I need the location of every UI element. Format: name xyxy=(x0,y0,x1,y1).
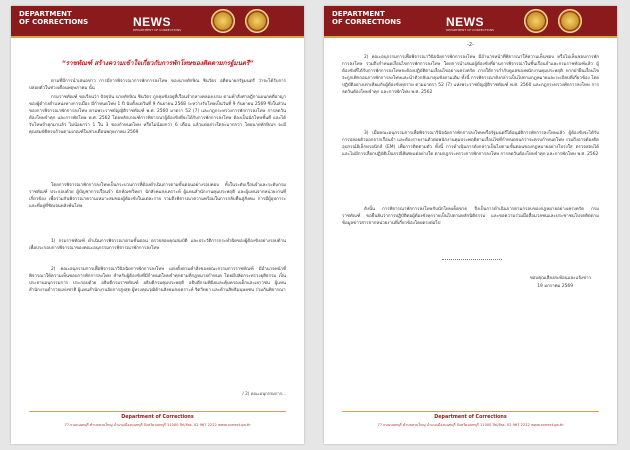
footer-address: 77 ถนนนนทบุรี ตำบลสวนใหญ่ อำเภอเมืองนนทบุรี จังหวัดนนทบุรี 11000 Tel/Fax. 02 967 2222 www.correct.go.th xyxy=(64,422,251,427)
royal-seal-icon xyxy=(524,9,548,33)
footer-rule xyxy=(29,411,286,412)
footer-address: 77 ถนนนนทบุรี ตำบลสวนใหญ่ อำเภอเมืองนนทบุรี จังหวัดนนทบุรี 11000 Tel/Fax. 02 967 2222 www.correct.go.th xyxy=(377,422,564,427)
paragraph: 3) เมื่อคณะอนุกรรมการเพื่อพิจารณาวินิจฉัยการพักการลงโทษหรือรัฐมนตรีได้อนุมัติการพักการลงโทษแล้ว ผู้ต้องขังจะได้รับการปล่อยตัวออกจากเรือนจำ และต้องรายงานตัวต่อพนักงานคุมประพฤติตามเงื่อนไขที่กำหนดจนกว่าจะครบกำหนดโทษ รวมถึงอาจต้องติดอุปกรณ์อิเล็กทรอนิกส์ (EM) เพื่อการติดตามตัว ทั้งนี้ การดำเนินการดังกล่าวเป็นไปตามขั้นตอนของกฎหมายอย่างโปร่งใส ตรวจสอบได้ และไม่มีการเลือกปฏิบัติเป็นกรณีพิเศษแต่อย่างใด ตามกฎกระทรวงการพักการลงโทษ การลดวันต้องโทษจำคุก และการพักโทษ พ.ศ. 2562 xyxy=(342,131,599,158)
page-number: -2- xyxy=(467,42,474,48)
paragraph: 2) คณะอนุกรรมการเพื่อพิจารณาวินิจฉัยการพักการลงโทษ แต่งตั้งตามคำสั่งของคณะกรรมการราชทัณฑ์ มีอำนาจหน้าที่พิจารณาให้ความเห็นชอบการพักการลงโทษ สำหรับผู้ต้องขังที่มีกำหนดโทษจำคุกตามที่กฎหมายกำหนด โดยมีปลัดกระทรวงยุติธรรม เป็นประธานอนุกรรมการ ประกอบด้วย อธิบดีกรมราชทัณฑ์ อธิบดีกรมคุมประพฤติ อธิบดีกรมพินิจและคุ้มครองเด็กและเยาวชน ผู้แทนสำนักงานตำรวจแห่งชาติ ผู้แทนสำนักงานอัยการสูงสุด ผู้ทรงคุณวุฒิด้านสังคมสงเคราะห์ จิตวิทยา และด้านสิทธิมนุษยชน ร่วมกันพิจารณา xyxy=(29,267,286,294)
dept-logo-text xyxy=(332,10,401,26)
paragraph: 1) กรมราชทัณฑ์ ดำเนินการพิจารณาตามขั้นตอน ตรวจสอบคุณสมบัติ และประวัติการกระทำผิดของผู้ต้องขังอย่างรอบด้าน เพื่อประกอบการพิจารณาของคณะอนุกรรมการพิจารณาพักการลงโทษ xyxy=(29,239,286,252)
footer-dept: Department of Corrections xyxy=(121,414,194,420)
dept-line-2: OF CORRECTIONS xyxy=(332,18,402,26)
continued-note: / 2) คณะอนุกรรมการ... xyxy=(242,391,286,396)
paragraph: ตามที่มีการนำเสนอข่าว การมีการพิจารณาการพักการลงโทษ ของนายทักษิณ ชินวัตร อดีตนายกรัฐมนตรี ว่าจะได้รับการปล่อยตัวในช่วงเดือนพฤษภาคม นั้น xyxy=(29,79,286,92)
news-label: NEWS xyxy=(446,15,484,29)
dept-line-2: OF CORRECTIONS xyxy=(19,18,89,26)
paragraph: กรมราชทัณฑ์ ขอเรียนว่า ปัจจุบัน นายทักษิณ ชินวัตร ถูกคุมขังอยู่ที่เรือนจำกลางคลองเปรม ตามคำสั่งศาลฎีกาแผนกคดีอาญาของผู้ดำรงตำแหน่งทางการเมือง มีกำหนดโทษ 1 ปี นับตั้งแต่วันที่ 9 กันยายน 2568 ระหว่างรับโทษเป็นวันที่ 9 กันยายน 2569 ซึ่งในส่วนของการพิจารณาพักการลงโทษ ตามพระราชบัญญัติราชทัณฑ์ พ.ศ. 2560 มาตรา 52 (7) และกฎกระทรวงการพักการลงโทษ การลดวันต้องโทษจำคุก และการพักโทษ พ.ศ. 2562 โดยหลักเกณฑ์การพิจารณาผู้ต้องขังที่จะได้รับการพักการลงโทษ ต้องเป็นนักโทษชั้นดี และได้รับโทษจำคุกมาแล้ว ไม่น้อยกว่า 1 ใน 3 ของกำหนดโทษ หรือไม่น้อยกว่า 6 เดือน แล้วแต่อย่างใดจะมากกว่า โดยนายทักษิณฯ จะมีคุณสมบัติครบถ้วนตามเกณฑ์ในช่วงเดือนพฤษภาคม 2569 xyxy=(29,95,286,136)
release-date: 19 มกราคม 2569 xyxy=(537,284,573,289)
dept-line-1: DEPARTMENT xyxy=(19,10,72,18)
news-sublabel: DEPARTMENT OF CORRECTIONS xyxy=(446,28,494,32)
paragraph: โดยการพิจารณาพักการลงโทษเป็นกระบวนการที่ต้องดำเนินการตามขั้นตอนอย่างรอบคอบ ทั้งในระดับเรือนจำและระดับกรมราชทัณฑ์ ประกอบด้วย ผู้บัญชาการเรือนจำ นักทัณฑวิทยา นักสังคมสงเคราะห์ ผู้แทนสำนักงานคุมประพฤติ และผู้แทนจากหน่วยงานที่เกี่ยวข้อง เพื่อร่วมกันพิจารณาความเหมาะสมของผู้ต้องขังในแต่ละราย รวมถึงพิจารณาความพร้อมในการกลับคืนสู่สังคม การมีผู้อุปการะ และที่อยู่ที่ชัดเจนหลังพ้นโทษ xyxy=(29,183,286,210)
document-page-1 xyxy=(11,6,304,444)
section-divider xyxy=(442,259,502,260)
header-divider xyxy=(11,36,304,38)
page-header xyxy=(324,6,617,36)
header-divider xyxy=(324,36,617,38)
page-footer xyxy=(324,411,617,428)
anniversary-seal-icon xyxy=(558,9,582,33)
page-footer xyxy=(11,411,304,428)
paragraph: ดังนั้น การพิจารณาพักการลงโทษกับนักโทษเด็ดขาด จึงเป็นการดำเนินการตามกรอบของกฎหมายอย่างเคร่งครัด กรมราชทัณฑ์ ขอยืนยันว่าการปฏิบัติต่อผู้ต้องขังทุกรายเป็นไปตามหลักนิติธรรม และขอความร่วมมือสื่อมวลชนและประชาชนโปรดติดตามข้อมูลข่าวสารจากหน่วยงานที่เกี่ยวข้องโดยตรงต่อไป xyxy=(342,207,599,227)
news-sublabel: DEPARTMENT OF CORRECTIONS xyxy=(133,28,181,32)
signature-line: ขอบคุณเสียงสะท้อนและแจ้งข่าว xyxy=(529,276,591,281)
press-release-title: “ราชทัณฑ์ สร้างความเข้าใจเกี่ยวกับการพักโทษของติดตามกรฐ์มนตรี” xyxy=(61,60,254,67)
page-header xyxy=(11,6,304,36)
paragraph: 2) คณะอนุกรรมการเพื่อพิจารณาวินิจฉัยการพักการลงโทษ มีอำนาจหน้าที่พิจารณาให้ความเห็นชอบ หรือไม่เห็นชอบการพักการลงโทษ รวมถึงกำหนดเงื่อนไขการพักการลงโทษ โดยการนำเสนอผู้ต้องขังที่ผ่านการพิจารณาในชั้นเรือนจำและกรมราชทัณฑ์แล้ว ผู้ต้องขังที่ได้รับการพักการลงโทษจะต้องปฏิบัติตามเงื่อนไขอย่างเคร่งครัด ภายใต้การกำกับดูแลของพนักงานคุมประพฤติ หากฝ่าฝืนเงื่อนไขจะถูกเพิกถอนการพักการลงโทษและนำตัวกลับมาคุมขังตามเดิม ทั้งนี้ การพิจารณาดังกล่าวเป็นไปตามกฎหมายและระเบียบที่เกี่ยวข้อง โดยปฏิบัติอย่างเท่าเทียมกับผู้ต้องขังทุกราย ตามมาตรา 52 (7) แห่งพระราชบัญญัติราชทัณฑ์ พ.ศ. 2560 และกฎกระทรวงพักการลงโทษ การลดวันต้องโทษจำคุก และการพักโทษ พ.ศ. 2562 xyxy=(342,55,599,96)
royal-seal-icon xyxy=(211,9,235,33)
document-page-2 xyxy=(324,6,617,444)
news-label: NEWS xyxy=(133,15,171,29)
anniversary-seal-icon xyxy=(245,9,269,33)
dept-logo-text xyxy=(19,10,88,26)
dept-line-1: DEPARTMENT xyxy=(332,10,385,18)
footer-rule xyxy=(342,411,599,412)
footer-dept: Department of Corrections xyxy=(434,414,507,420)
